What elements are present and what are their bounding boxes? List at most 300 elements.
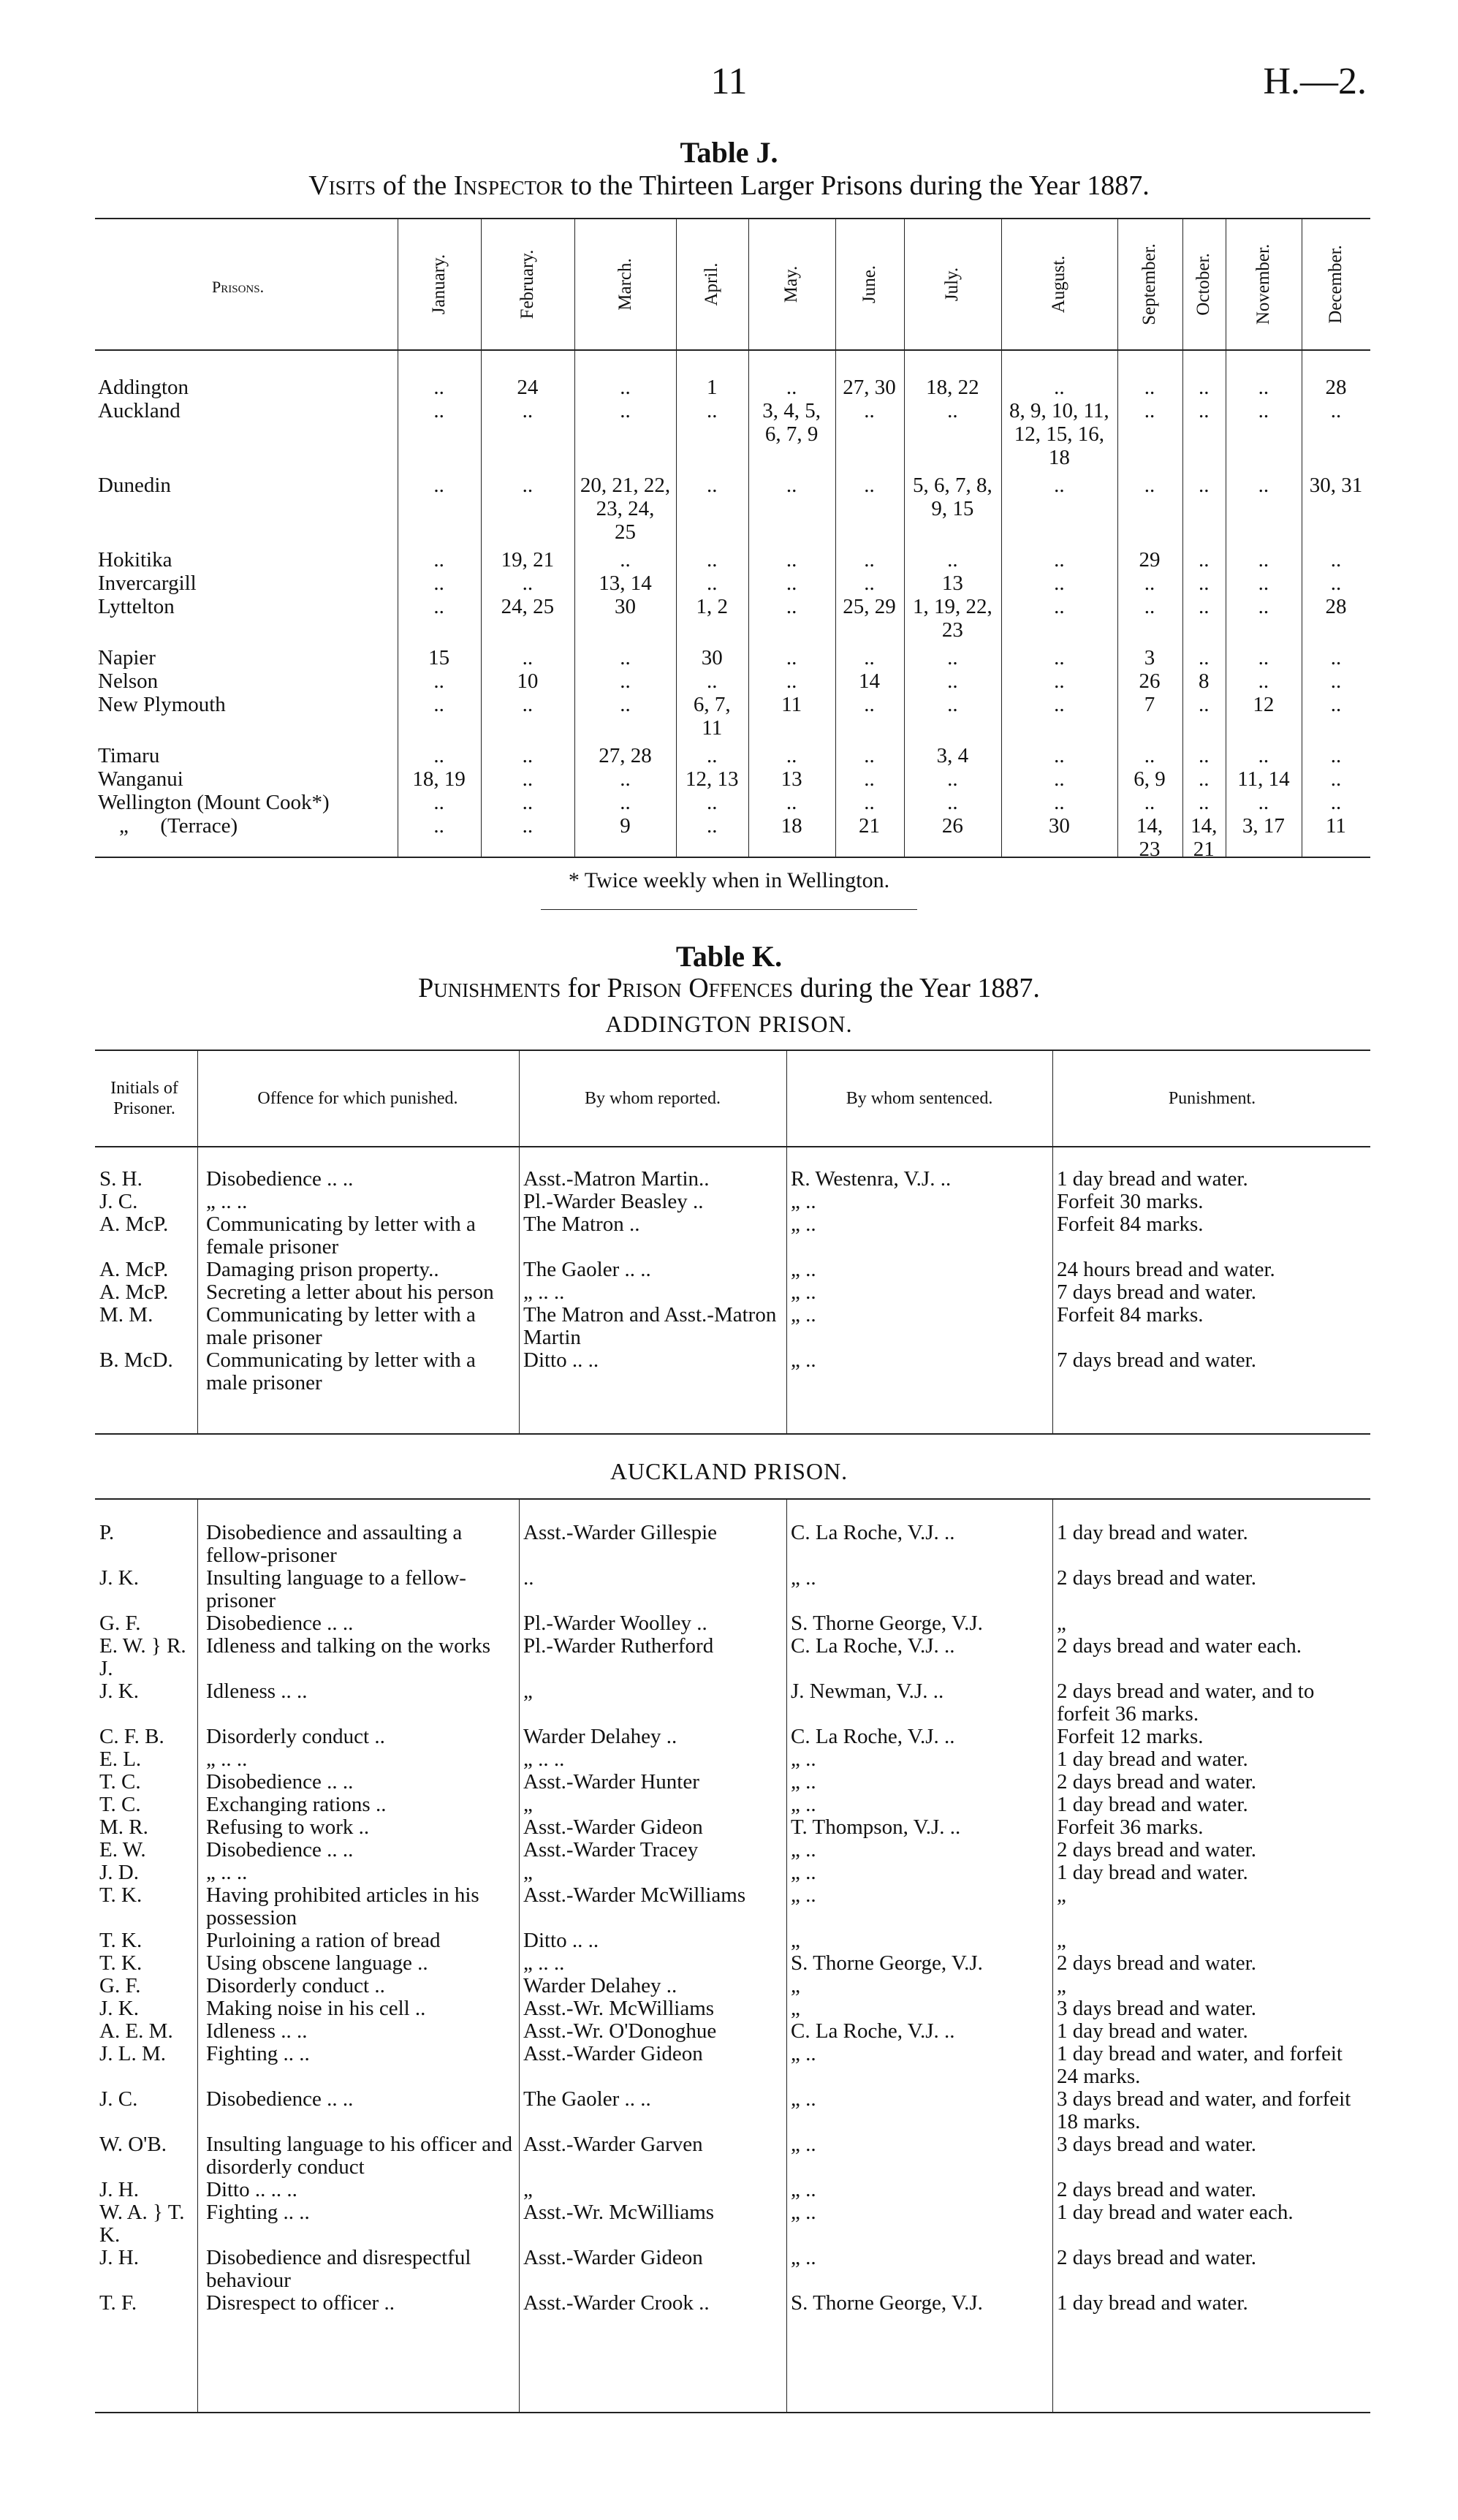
table-row bbox=[95, 1304, 1370, 1349]
sentenced-by: „ .. bbox=[791, 1793, 816, 1816]
sentenced-by: „ .. bbox=[791, 1883, 816, 1907]
month-label: April. bbox=[702, 262, 722, 306]
month-header bbox=[1001, 219, 1117, 349]
visit-cell: .. bbox=[620, 791, 631, 814]
prisoner-initials: T. K. bbox=[99, 1929, 143, 1952]
visit-cell: .. bbox=[786, 474, 797, 497]
offence: Disobedience .. .. bbox=[206, 1612, 354, 1635]
visit-cell: .. bbox=[1199, 399, 1210, 422]
addington-prison-heading: ADDINGTON PRISON. bbox=[605, 1011, 853, 1037]
table-row bbox=[95, 1839, 1370, 1861]
month-header bbox=[676, 219, 748, 349]
prisoner-initials: J. H. bbox=[99, 2178, 139, 2201]
punishment: 2 days bread and water. bbox=[1057, 2246, 1256, 2269]
prison-name-text: Addington bbox=[98, 376, 189, 399]
visit-cell: .. bbox=[433, 744, 444, 767]
sentenced-by: „ .. bbox=[791, 1258, 816, 1281]
visit-cell: .. bbox=[786, 646, 797, 669]
reported-by: .. bbox=[523, 1566, 534, 1590]
reported-by: „ bbox=[523, 1861, 533, 1884]
table-row bbox=[95, 1281, 1370, 1304]
sentenced-by: C. La Roche, V.J. .. bbox=[791, 1725, 955, 1748]
table-k-title bbox=[0, 972, 1458, 1004]
table-row bbox=[95, 1635, 1370, 1680]
reported-by: Asst.-Warder Gideon bbox=[523, 1815, 703, 1839]
table-row bbox=[95, 1349, 1370, 1394]
prisoner-initials: A. McP. bbox=[99, 1258, 169, 1281]
visit-cell: 3 bbox=[1144, 646, 1155, 669]
visit-cell: .. bbox=[864, 693, 875, 716]
punishment: „ bbox=[1057, 1883, 1066, 1907]
offence: Fighting .. .. bbox=[206, 2042, 310, 2065]
visit-cell: .. bbox=[1258, 744, 1269, 767]
prisoner-initials: E. L. bbox=[99, 1747, 142, 1771]
punishment: 2 days bread and water. bbox=[1057, 2178, 1256, 2201]
table-row bbox=[95, 1168, 1370, 1191]
punishment: „ bbox=[1057, 1612, 1066, 1635]
punishment: 1 day bread and water. bbox=[1057, 2291, 1248, 2315]
visit-cell: 18, 19 bbox=[412, 767, 466, 791]
prisoner-initials: J. K. bbox=[99, 1566, 139, 1590]
visit-cell: 24 bbox=[517, 376, 539, 399]
sentenced-by: „ .. bbox=[791, 1348, 816, 1372]
table-row bbox=[95, 1726, 1370, 1748]
table-row bbox=[95, 814, 1370, 861]
visit-cell: .. bbox=[1054, 744, 1065, 767]
visit-cell: 24, 25 bbox=[501, 595, 555, 618]
prisoner-initials: J. D. bbox=[99, 1861, 139, 1884]
title-visits: Visits bbox=[308, 170, 376, 201]
punishment: 7 days bread and water. bbox=[1057, 1348, 1256, 1372]
table-row bbox=[95, 1816, 1370, 1839]
sentenced-by: „ .. bbox=[791, 1212, 816, 1236]
table-row bbox=[95, 1213, 1370, 1259]
prisoner-initials: A. McP. bbox=[99, 1280, 169, 1304]
sentenced-by: „ .. bbox=[791, 2087, 816, 2111]
visit-cell: .. bbox=[433, 399, 444, 422]
table-row bbox=[95, 1748, 1370, 1771]
punishment: 2 days bread and water. bbox=[1057, 1951, 1256, 1975]
prisoner-initials: M. M. bbox=[99, 1303, 153, 1327]
table-row bbox=[95, 1259, 1370, 1281]
visit-cell: .. bbox=[620, 767, 631, 791]
visit-cell: 13 bbox=[781, 767, 802, 791]
visit-cell: 8, 9, 10, 11, 12, 15, 16, 18 bbox=[1009, 399, 1109, 469]
punishment: 2 days bread and water. bbox=[1057, 1566, 1256, 1590]
visit-cell: .. bbox=[433, 572, 444, 595]
visit-cell: .. bbox=[1199, 693, 1210, 716]
header-punishment: Punishment. bbox=[1168, 1089, 1256, 1108]
reported-by: Asst.-Warder Gideon bbox=[523, 2246, 703, 2269]
visit-cell: 30 bbox=[701, 646, 723, 669]
prison-name-text: Dunedin bbox=[98, 474, 171, 497]
offence: Disorderly conduct .. bbox=[206, 1725, 385, 1748]
reported-by: Asst.-Warder McWilliams bbox=[523, 1883, 746, 1907]
prisoner-initials: T. C. bbox=[99, 1793, 141, 1816]
prisoner-initials: E. W. bbox=[99, 1838, 146, 1861]
table-row bbox=[95, 572, 1370, 595]
visit-cell: .. bbox=[1199, 572, 1210, 595]
visit-cell: 14 bbox=[859, 669, 881, 693]
sentenced-by: „ .. bbox=[791, 1303, 816, 1327]
reported-by: Asst.-Warder Crook .. bbox=[523, 2291, 710, 2315]
offence: Idleness .. .. bbox=[206, 1680, 308, 1703]
visit-cell: 8 bbox=[1199, 669, 1210, 693]
prison-name-text: Lyttelton bbox=[98, 595, 175, 618]
table-row bbox=[95, 693, 1370, 740]
punishment: Forfeit 36 marks. bbox=[1057, 1815, 1204, 1839]
visit-cell: 27, 30 bbox=[843, 376, 896, 399]
sentenced-by: „ .. bbox=[791, 1566, 816, 1590]
table-row bbox=[95, 1929, 1370, 1952]
visit-cell: .. bbox=[1054, 646, 1065, 669]
reported-by: Asst.-Warder Hunter bbox=[523, 1770, 699, 1794]
visit-cell: 11 bbox=[781, 693, 802, 716]
visit-cell: .. bbox=[1054, 669, 1065, 693]
visit-cell: .. bbox=[1054, 572, 1065, 595]
reported-by: „ bbox=[523, 1680, 533, 1703]
header-reported: By whom reported. bbox=[585, 1089, 721, 1108]
table-row bbox=[95, 2179, 1370, 2201]
prison-name bbox=[95, 399, 398, 469]
reported-by: „ .. .. bbox=[523, 1280, 565, 1304]
table-row bbox=[95, 1952, 1370, 1975]
punishment: 1 day bread and water. bbox=[1057, 1747, 1248, 1771]
offence: „ .. .. bbox=[206, 1190, 248, 1213]
month-label: October. bbox=[1193, 253, 1214, 316]
visit-cell: 15 bbox=[428, 646, 450, 669]
punishment: 3 days bread and water. bbox=[1057, 2133, 1256, 2156]
table-row bbox=[95, 474, 1370, 544]
visit-cell: 9 bbox=[620, 814, 631, 838]
visit-cell: 12 bbox=[1253, 693, 1275, 716]
visit-cell: 12, 13 bbox=[686, 767, 739, 791]
prisoner-initials: J. K. bbox=[99, 1680, 139, 1703]
prisoner-initials: J. H. bbox=[99, 2246, 139, 2269]
sentenced-by: „ bbox=[791, 1997, 800, 2020]
visit-cell: .. bbox=[522, 646, 534, 669]
sentenced-by: R. Westenra, V.J. .. bbox=[791, 1167, 952, 1191]
prisoner-initials: T. K. bbox=[99, 1883, 143, 1907]
punishment: 3 days bread and water. bbox=[1057, 1997, 1256, 2020]
sentenced-by: „ bbox=[791, 1929, 800, 1952]
reported-by: Pl.-Warder Beasley .. bbox=[523, 1190, 704, 1213]
visit-cell: .. bbox=[620, 399, 631, 422]
prisoner-initials: G. F. bbox=[99, 1974, 141, 1997]
sentenced-by: J. Newman, V.J. .. bbox=[791, 1680, 944, 1703]
title-inspector: Inspector bbox=[453, 170, 563, 201]
prisoner-initials: E. W. } R. J. bbox=[99, 1634, 186, 1680]
prison-name bbox=[95, 767, 398, 791]
sentenced-by: „ .. bbox=[791, 1770, 816, 1794]
table-row bbox=[95, 646, 1370, 669]
prisoner-initials: B. McD. bbox=[99, 1348, 173, 1372]
month-label: January. bbox=[428, 254, 449, 315]
month-header bbox=[1182, 219, 1226, 349]
visit-cell: .. bbox=[1144, 744, 1155, 767]
visit-cell: .. bbox=[433, 474, 444, 497]
prison-name bbox=[95, 474, 398, 544]
visit-cell: .. bbox=[707, 399, 718, 422]
reported-by: The Gaoler .. .. bbox=[523, 1258, 651, 1281]
prison-name bbox=[95, 646, 398, 669]
reported-by: „ bbox=[523, 1793, 533, 1816]
visit-cell: .. bbox=[1330, 399, 1342, 422]
visit-cell: 3, 4 bbox=[936, 744, 969, 767]
page-number: 11 bbox=[710, 61, 748, 102]
visit-cell: 14, 21 bbox=[1191, 814, 1218, 861]
visit-cell: .. bbox=[1199, 376, 1210, 399]
punishment: 1 day bread and water. bbox=[1057, 1521, 1248, 1544]
sentenced-by: „ .. bbox=[791, 2201, 816, 2224]
visit-cell: .. bbox=[786, 376, 797, 399]
table-j-title bbox=[0, 170, 1458, 202]
prisoner-initials: W. O'B. bbox=[99, 2133, 167, 2156]
month-label: November. bbox=[1253, 243, 1273, 325]
visit-cell: .. bbox=[1054, 595, 1065, 618]
visit-cell: .. bbox=[707, 814, 718, 838]
prisoner-initials: C. F. B. bbox=[99, 1725, 164, 1748]
month-header bbox=[481, 219, 575, 349]
prisoner-initials: P. bbox=[99, 1521, 115, 1544]
offence: Communicating by letter with a female prisoner bbox=[206, 1212, 476, 1259]
prisoner-initials: S. H. bbox=[99, 1167, 143, 1191]
visit-cell: .. bbox=[1144, 572, 1155, 595]
punishment: Forfeit 84 marks. bbox=[1057, 1303, 1204, 1327]
visit-cell: .. bbox=[1054, 767, 1065, 791]
punishment: 1 day bread and water each. bbox=[1057, 2201, 1294, 2224]
visit-cell: 3, 17 bbox=[1242, 814, 1285, 838]
visit-cell: 19, 21 bbox=[501, 548, 555, 572]
month-header bbox=[748, 219, 835, 349]
visit-cell: 27, 28 bbox=[599, 744, 652, 767]
visit-cell: 11 bbox=[1325, 814, 1346, 838]
visit-cell: .. bbox=[1330, 669, 1342, 693]
offence: Idleness .. .. bbox=[206, 2019, 308, 2043]
punishment: Forfeit 30 marks. bbox=[1057, 1190, 1204, 1213]
table-row bbox=[95, 767, 1370, 791]
visit-cell: 20, 21, 22, 23, 24, 25 bbox=[580, 474, 671, 544]
visit-cell: .. bbox=[620, 669, 631, 693]
sentenced-by: C. La Roche, V.J. .. bbox=[791, 2019, 955, 2043]
reported-by: Asst.-Wr. McWilliams bbox=[523, 1997, 715, 2020]
prisons-header: Prisons. bbox=[212, 278, 265, 296]
punishment: Forfeit 12 marks. bbox=[1057, 1725, 1204, 1748]
visit-cell: .. bbox=[433, 669, 444, 693]
prison-name-text: Wanganui bbox=[98, 767, 183, 791]
table-row bbox=[95, 1884, 1370, 1929]
prison-name bbox=[95, 595, 398, 642]
visit-cell: .. bbox=[1144, 474, 1155, 497]
visit-cell: .. bbox=[786, 669, 797, 693]
offence: Disobedience and assaulting a fellow-prisoner bbox=[206, 1521, 463, 1567]
visit-cell: .. bbox=[433, 595, 444, 618]
visit-cell: .. bbox=[1330, 791, 1342, 814]
reported-by: Ditto .. .. bbox=[523, 1348, 599, 1372]
table-row bbox=[95, 1861, 1370, 1884]
addington-table bbox=[95, 1168, 1370, 1394]
month-label: December. bbox=[1325, 245, 1345, 324]
visit-cell: .. bbox=[786, 548, 797, 572]
reported-by: Warder Delahey .. bbox=[523, 1725, 677, 1748]
sentenced-by: „ bbox=[791, 1974, 800, 1997]
visit-cell: .. bbox=[620, 693, 631, 716]
sentenced-by: C. La Roche, V.J. .. bbox=[791, 1634, 955, 1658]
offence: Fighting .. .. bbox=[206, 2201, 310, 2224]
month-header bbox=[1117, 219, 1182, 349]
document-code: H.—2. bbox=[1263, 61, 1367, 102]
visit-cell: .. bbox=[707, 669, 718, 693]
prisoner-initials: T. C. bbox=[99, 1770, 141, 1794]
prison-name-text: Wellington (Mount Cook*) bbox=[98, 791, 330, 814]
visit-cell: .. bbox=[1258, 548, 1269, 572]
visit-cell: 1 bbox=[707, 376, 718, 399]
visit-cell: 6, 9 bbox=[1134, 767, 1166, 791]
offence: Disrespect to officer .. bbox=[206, 2291, 395, 2315]
table-row bbox=[95, 1997, 1370, 2020]
visit-cell: .. bbox=[433, 814, 444, 838]
prison-name-text: Nelson bbox=[98, 669, 159, 693]
visit-cell: .. bbox=[1144, 791, 1155, 814]
table-j-label: Table J. bbox=[680, 136, 778, 169]
table-row bbox=[95, 376, 1370, 399]
visit-cell: .. bbox=[1258, 399, 1269, 422]
visit-cell: .. bbox=[707, 474, 718, 497]
visit-cell: .. bbox=[864, 548, 875, 572]
visit-cell: .. bbox=[1144, 595, 1155, 618]
offence: Refusing to work .. bbox=[206, 1815, 370, 1839]
offence: Disobedience .. .. bbox=[206, 1167, 354, 1191]
punishment: 2 days bread and water. bbox=[1057, 1838, 1256, 1861]
visit-cell: 1, 19, 22, 23 bbox=[912, 595, 992, 642]
visit-cell: .. bbox=[947, 646, 958, 669]
visit-cell: .. bbox=[522, 693, 534, 716]
table-row bbox=[95, 1522, 1370, 1567]
visit-cell: 13, 14 bbox=[599, 572, 652, 595]
visit-cell: .. bbox=[1144, 376, 1155, 399]
reported-by: „ bbox=[523, 2178, 533, 2201]
reported-by: „ .. .. bbox=[523, 1747, 565, 1771]
visit-cell: .. bbox=[1199, 767, 1210, 791]
offence: Disorderly conduct .. bbox=[206, 1974, 385, 1997]
prisoner-initials: W. A. } T. K. bbox=[99, 2201, 185, 2247]
visit-cell: 28 bbox=[1325, 376, 1347, 399]
visit-cell: .. bbox=[1054, 376, 1065, 399]
visit-cell: .. bbox=[947, 669, 958, 693]
month-header bbox=[574, 219, 676, 349]
prisoner-initials: J. C. bbox=[99, 1190, 138, 1213]
visit-cell: .. bbox=[1054, 791, 1065, 814]
visit-cell: .. bbox=[864, 646, 875, 669]
sentenced-by: S. Thorne George, V.J. bbox=[791, 1951, 983, 1975]
offence: Ditto .. .. .. bbox=[206, 2178, 297, 2201]
visit-cell: .. bbox=[1144, 399, 1155, 422]
visit-cell: .. bbox=[947, 791, 958, 814]
visit-cell: .. bbox=[864, 791, 875, 814]
punishment: 2 days bread and water. bbox=[1057, 1770, 1256, 1794]
prison-name-text: Napier bbox=[98, 646, 156, 669]
prison-name bbox=[95, 572, 398, 595]
sentenced-by: „ .. bbox=[791, 2133, 816, 2156]
reported-by: Asst.-Warder Gideon bbox=[523, 2042, 703, 2065]
visit-cell: .. bbox=[786, 595, 797, 618]
visit-cell: 28 bbox=[1325, 595, 1347, 618]
prison-name bbox=[95, 693, 398, 740]
visit-cell: .. bbox=[433, 376, 444, 399]
punishment: 1 day bread and water. bbox=[1057, 1861, 1248, 1884]
month-header bbox=[1226, 219, 1302, 349]
visit-cell: .. bbox=[1258, 474, 1269, 497]
table-row bbox=[95, 744, 1370, 767]
table-row bbox=[95, 399, 1370, 469]
month-label: July. bbox=[942, 267, 962, 302]
reported-by: Warder Delahey .. bbox=[523, 1974, 677, 1997]
prisoner-initials: A. McP. bbox=[99, 1212, 169, 1236]
visit-cell: .. bbox=[1330, 767, 1342, 791]
auckland-prison-heading: AUCKLAND PRISON. bbox=[610, 1458, 848, 1484]
visit-cell: .. bbox=[1330, 646, 1342, 669]
prisoner-initials: A. E. M. bbox=[99, 2019, 173, 2043]
reported-by: Pl.-Warder Woolley .. bbox=[523, 1612, 707, 1635]
reported-by: The Matron .. bbox=[523, 1212, 640, 1236]
reported-by: Asst.-Wr. O'Donoghue bbox=[523, 2019, 717, 2043]
prison-name bbox=[95, 376, 398, 399]
visit-cell: .. bbox=[522, 767, 534, 791]
visit-cell: .. bbox=[1199, 548, 1210, 572]
offence: Idleness and talking on the works bbox=[206, 1634, 491, 1658]
visit-cell: 18, 22 bbox=[926, 376, 979, 399]
visit-cell: .. bbox=[1199, 791, 1210, 814]
reported-by: Asst.-Matron Martin.. bbox=[523, 1167, 710, 1191]
prison-name bbox=[95, 669, 398, 693]
month-header bbox=[835, 219, 904, 349]
visit-cell: 29 bbox=[1139, 548, 1161, 572]
sentenced-by: „ .. bbox=[791, 1838, 816, 1861]
prisoner-initials: J. C. bbox=[99, 2087, 138, 2111]
sentenced-by: C. La Roche, V.J. .. bbox=[791, 1521, 955, 1544]
prisoner-initials: T. K. bbox=[99, 1951, 143, 1975]
offence: Damaging prison property.. bbox=[206, 1258, 439, 1281]
sentenced-by: „ .. bbox=[791, 1747, 816, 1771]
auckland-table bbox=[95, 1522, 1370, 2315]
header-sentenced: By whom sentenced. bbox=[846, 1089, 993, 1108]
visit-cell: .. bbox=[1054, 548, 1065, 572]
sentenced-by: S. Thorne George, V.J. bbox=[791, 2291, 983, 2315]
visit-cell: .. bbox=[1258, 669, 1269, 693]
visit-cell: 18 bbox=[781, 814, 802, 838]
prison-name bbox=[95, 744, 398, 767]
punishment: 7 days bread and water. bbox=[1057, 1280, 1256, 1304]
visit-cell: 26 bbox=[941, 814, 963, 838]
punishment: 1 day bread and water, and forfeit 24 marks. bbox=[1057, 2042, 1343, 2088]
visit-cell: .. bbox=[1258, 572, 1269, 595]
reported-by: Ditto .. .. bbox=[523, 1929, 599, 1952]
offence: Communicating by letter with a male prisoner bbox=[206, 1303, 476, 1349]
visit-cell: 7 bbox=[1144, 693, 1155, 716]
offence: Purloining a ration of bread bbox=[206, 1929, 441, 1952]
table-row bbox=[95, 2201, 1370, 2247]
visit-cell: .. bbox=[1330, 572, 1342, 595]
punishment: 2 days bread and water each. bbox=[1057, 1634, 1302, 1658]
sentenced-by: „ .. bbox=[791, 1190, 816, 1213]
prison-name-text: Auckland bbox=[98, 399, 181, 422]
visit-cell: .. bbox=[1199, 646, 1210, 669]
visit-cell: 21 bbox=[859, 814, 881, 838]
visit-cell: 13 bbox=[941, 572, 963, 595]
sentenced-by: S. Thorne George, V.J. bbox=[791, 1612, 983, 1635]
offence: Disobedience and disrespectful behaviour bbox=[206, 2246, 471, 2292]
sentenced-by: „ .. bbox=[791, 1861, 816, 1884]
